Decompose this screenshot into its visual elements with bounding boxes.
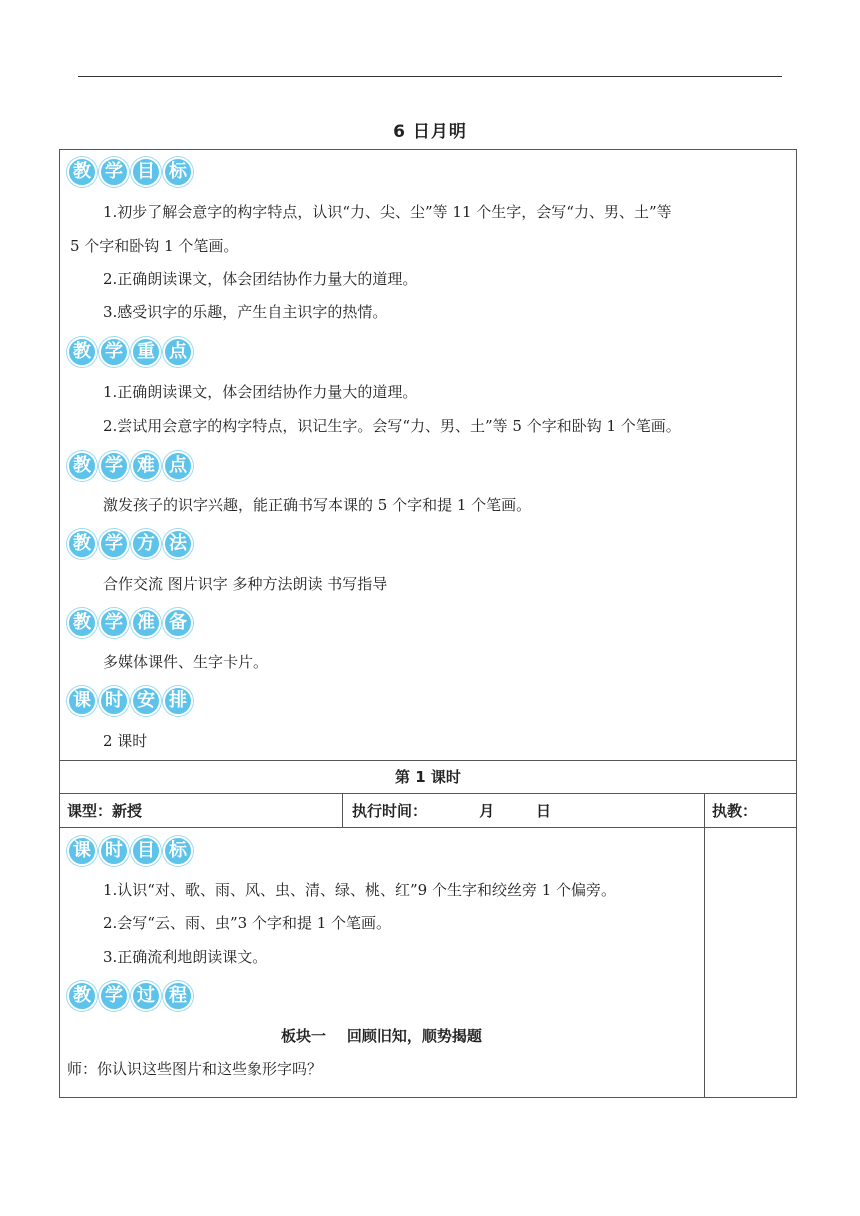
preparation-line: 多媒体课件、生字卡片。	[103, 653, 269, 671]
page-title: 6 日月明	[393, 122, 467, 142]
method-line: 合作交流 图片识字 多种方法朗读 书写指导	[103, 575, 388, 593]
section-badge-process: 教 学 过 程	[67, 981, 193, 1011]
goal-line: 1.初步了解会意字的构字特点，认识“力、尖、尘”等 11 个生字，会写“力、男、土”等	[103, 203, 672, 221]
objective-line: 1.认识“对、歌、雨、风、虫、清、绿、桃、红”9 个生字和绞丝旁 1 个偏旁。	[103, 881, 617, 899]
section-badge-schedule: 课 时 安 排	[67, 686, 193, 716]
table-divider	[59, 793, 797, 794]
section-badge-difficulties: 教 学 难 点	[67, 451, 193, 481]
schedule-line: 2 课时	[103, 732, 148, 750]
block-title: 板块一 回顾旧知，顺势揭题	[281, 1027, 482, 1045]
lesson-type-cell: 课型：新授	[67, 802, 143, 820]
key-point-line: 1.正确朗读课文，体会团结协作力量大的道理。	[103, 383, 418, 401]
section-badge-key-points: 教 学 重 点	[67, 337, 193, 367]
goal-line: 3.感受识字的乐趣，产生自主识字的热情。	[103, 303, 388, 321]
goal-line: 5 个字和卧钩 1 个笔画。	[70, 237, 239, 255]
table-column-divider	[704, 793, 705, 1098]
key-point-line: 2.尝试用会意字的构字特点，识记生字。会写“力、男、土”等 5 个字和卧钩 1 个笔画。	[103, 417, 681, 435]
section-badge-lesson-objectives: 课 时 目 标	[67, 836, 193, 866]
table-divider	[59, 760, 797, 761]
objective-line: 2.会写“云、雨、虫”3 个字和提 1 个笔画。	[103, 914, 392, 932]
lesson-header: 第 1 课时	[395, 768, 461, 786]
table-divider	[59, 827, 797, 828]
execution-time-cell: 执行时间： 月 日	[352, 802, 551, 820]
section-badge-goals: 教 学 目 标	[67, 157, 193, 187]
difficulty-line: 激发孩子的识字兴趣，能正确书写本课的 5 个字和提 1 个笔画。	[103, 496, 532, 514]
goal-line: 2.正确朗读课文，体会团结协作力量大的道理。	[103, 270, 418, 288]
section-badge-preparation: 教 学 准 备	[67, 608, 193, 638]
header-rule	[78, 76, 782, 77]
table-column-divider	[342, 793, 343, 827]
objective-line: 3.正确流利地朗读课文。	[103, 948, 268, 966]
teacher-cell: 执教：	[712, 802, 758, 820]
section-badge-methods: 教 学 方 法	[67, 529, 193, 559]
teacher-dialogue-line: 师：你认识这些图片和这些象形字吗？	[67, 1060, 323, 1078]
